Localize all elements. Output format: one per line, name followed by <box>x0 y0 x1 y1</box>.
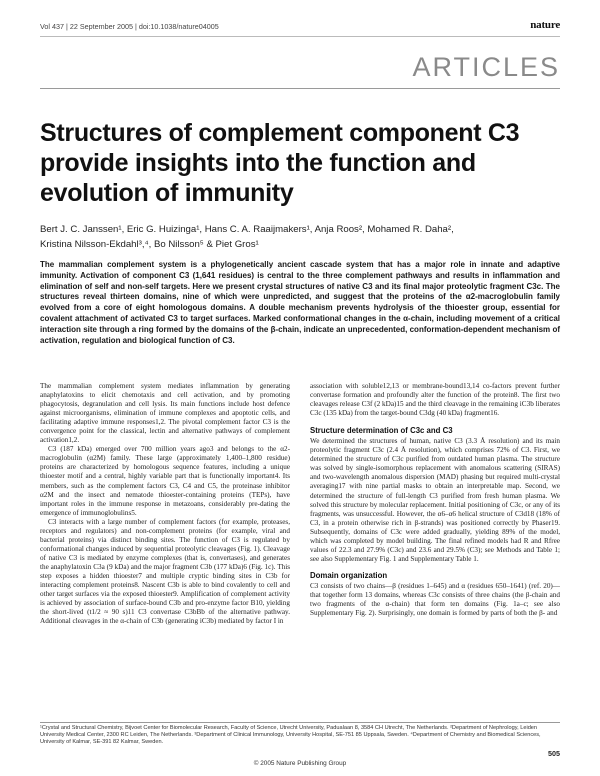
abstract: The mammalian complement system is a phylogenetically ancient cascade system that has a major role in innate and adaptive immunity. Activation of component C3 (1,641 residues) is central to the three complement pathways and results in inflammation and elimination of self and non-self targets. Here we present crystal structures of native C3 and its final major proteolytic fragment C3c. The structures reveal thirteen domains, nine of which were unpredicted, and suggest that the proteins of the α2-macroglobulin family evolved from a core of eight homologous domains. A double mechanism prevents hydrolysis of the thioester group, essential for covalent attachment of activated C3 to target surfaces. Marked conformational changes in the α-chain, including movement of a critical interaction site through a ring formed by the domains of the β-chain, indicate an unprecedented, conformation-dependent mechanism of activation, regulation and biological function of C3. <box>40 260 560 345</box>
running-header <box>40 19 560 32</box>
body-column-right <box>310 382 560 618</box>
body-paragraph: association with soluble12,13 or membrane-bound13,14 co-factors prevent further convertase formation and profoundly alter the function of the protein8. The first two cleavages release C3f (2 kDa)15 and the third cleavage in the remaining iC3b liberates C3c (135 kDa) from the target-bound C3dg (40 kDa) fragment16. <box>310 382 560 418</box>
body-paragraph: We determined the structures of human, native C3 (3.3 Å resolution) and its main proteolytic fragment C3c (2.4 Å resolution), which comprises 72% of C3. First, we determined the structure of C3c purified from outdated human plasma. The structure was solved by single-isomorphous replacement with anomalous scattering (SIRAS) and two-wavelength anomalous dispersion (MAD) phasing but required multi-crystal averaging17 with nine partial masks to obtain an interpretable map. Second, we determined the structure of full-length C3 purified from fresh human plasma. We solved this structure by molecular replacement. Initial positioning of C3c, or any of its fragments, was unsuccessful. However, the α6–α6 helical structure of C3d18 (18% of C3, in a protein otherwise rich in β-strands) was positioned correctly by Phaser19. Subsequently, domains of C3c were added gradually, yielding 89% of the model, which was completed by model building. The final refined models had R and Rfree values of 22.3 and 27.9% (C3c) and 23.6 and 29.5% (C3); see Methods and Table 1; see also Supplementary Fig. 1 and Supplementary Table 1. <box>310 437 560 563</box>
body-paragraph: C3 interacts with a large number of complement factors (for example, proteases, receptors and regulators) and non-complement proteins (for example, viral and bacterial proteins) via distinct binding sites. The function of C3 is regulated by conformational changes induced by sequential proteolytic cleavages (Fig. 1). Cleavage of native C3 is mediated by enzyme complexes (that is, convertases), and generates the anaphylatoxin C3a (9 kDa) and the major fragment C3b (177 kDa)6 (Fig. 1c). This step exposes a hidden thioester7 and multiple cryptic binding sites in C3b for interacting complement proteins8. Nascent C3b is able to bind covalently to cell and other target surfaces via the exposed thioester9. Amplification of complement activity is achieved by association of surface-bound C3b and pro-enzyme factor B10, yielding the short-lived (t1/2 ≈ 90 s)11 C3 convertase C3bBb of the alternative pathway. Additional cleavages in the α-chain of C3b (generating iC3b) mediated by factor I in <box>40 517 290 626</box>
body-paragraph: The mammalian complement system mediates inflammation by generating anaphylatoxins to elicit chemotaxis and cell activation, and by promoting phagocytosis, degranulation and cell lysis. Its main functions include host defence against microorganisms, elimination of immune complexes and apoptotic cells, and facilitating adaptive immune responses1,2. The pivotal complement factor C3 is the convergence point for the classical, lectin and alternative pathways of complement activation1,2. <box>40 382 290 445</box>
header-rule <box>40 36 560 37</box>
article-title: Structures of complement component C3 provide insights into the function and evolution of immunity <box>40 119 520 207</box>
section-heading: Structure determination of C3c and C3 <box>310 426 453 436</box>
footnote-rule <box>40 722 560 723</box>
authors-line-1: Bert J. C. Janssen¹, Eric G. Huizinga¹, Hans C. A. Raaijmakers¹, Anja Roos², Mohamed R. Daha², <box>40 224 454 235</box>
author-list <box>40 222 560 252</box>
journal-logo: nature <box>530 19 560 31</box>
affiliations: ¹Crystal and Structural Chemistry, Bijvoet Center for Biomolecular Research, Faculty of Science, Utrecht University, Padualaan 8, 3584 CH Utrecht, The Netherlands. ²Department of Nephrology, Leiden University Medical Center, 2300 RC Leiden, The Netherlands. ³Department of Clinical Immunology, University Hospital, SE-751 85 Uppsala, Sweden. ⁴Department of Chemistry and Biomedical Sciences, University of Kalmar, SE-391 82 Kalmar, Sweden. <box>40 725 541 746</box>
body-column-left <box>40 382 290 626</box>
section-rule <box>40 88 560 89</box>
journal-reference: Vol 437 | 22 September 2005 | doi:10.1038/nature04005 <box>40 22 219 31</box>
body-paragraph: C3 consists of two chains—β (residues 1–645) and α (residues 650–1641) (ref. 20)—that together form 13 domains, whereas C3c consists of three chains (the β-chain and two fragments of the α-chain) that form ten domains (Fig. 1a–c; see also Supplementary Fig. 2). Surprisingly, one domain is formed by parts of both the β- and <box>310 581 560 618</box>
body-paragraph: C3 (187 kDa) emerged over 700 million years ago3 and belongs to the α2-macroglobulin (α2M) family. These large (approximately 1,400–1,800 residue) proteins are characterized by homologous sequence features, including a unique thioester motif and a central, highly variable part that is functionally important4. Its members, such as the complement factors C3, C4 and C5, the proteinase inhibitor α2M and the insect and nematode thioester-containing proteins (TEPs), have important roles in the immune response in metazoans, considerably pre-dating the emergence of immunoglobulins5. <box>40 445 290 517</box>
section-heading: Domain organization <box>310 570 388 580</box>
page-number: 505 <box>548 749 560 758</box>
copyright-notice: © 2005 Nature Publishing Group <box>253 760 347 767</box>
section-label: ARTICLES <box>412 52 560 82</box>
authors-line-2: Kristina Nilsson-Ekdahl³,⁴, Bo Nilsson⁵ & Piet Gros¹ <box>40 239 259 250</box>
